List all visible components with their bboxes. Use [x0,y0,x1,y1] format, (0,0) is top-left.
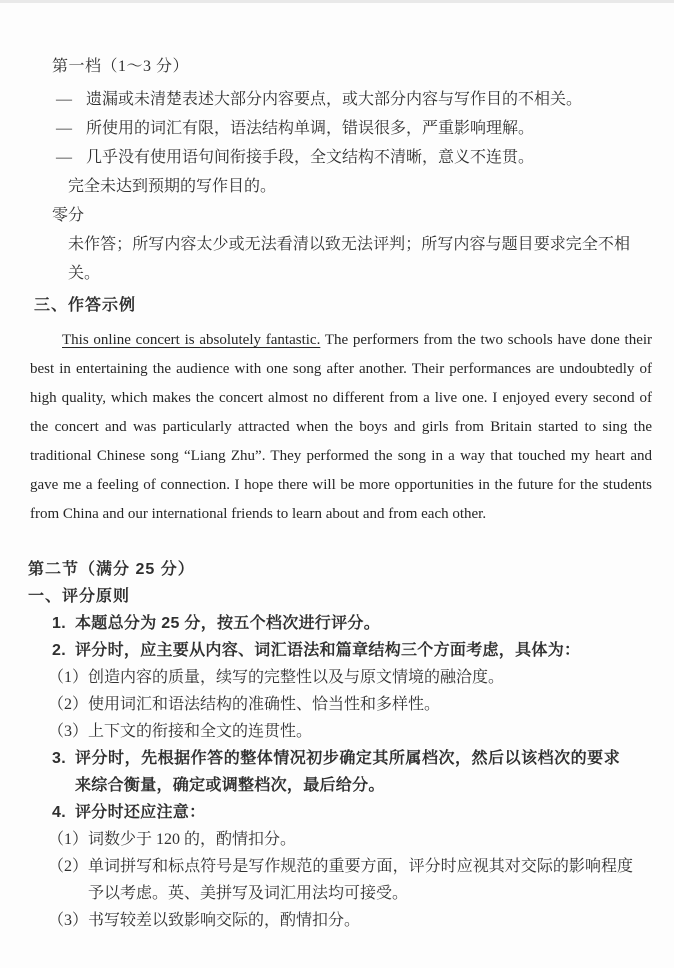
principle-line [0,853,648,907]
principle-text: 词数少于 120 的，酌情扣分。 [88,831,297,848]
rubric-criterion-line [0,85,674,114]
part2-heading: 第二节（满分 25 分） [28,561,195,578]
principle-text: 本题总分为 25 分，按五个档次进行评分。 [75,615,380,632]
principle-text: 评分时，先根据作答的整体情况初步确定其所属档次，然后以该档次的要求来综合衡量，确定或调整档次，最后给分。 [75,750,620,794]
item-number-marker: （3） [48,912,89,929]
item-number-marker: 1. [52,615,66,632]
principle-line [0,718,648,745]
sample-answer-heading: 三、作答示例 [34,297,137,314]
principle-text: 创造内容的质量，续写的完整性以及与原文情境的融洽度。 [88,669,505,686]
item-number-marker: （1） [48,669,89,686]
dash-bullet: — [56,91,72,108]
principle-line [0,637,648,664]
principle-text: 使用词汇和语法结构的准确性、恰当性和多样性。 [88,696,441,713]
part2-scoring-section [0,556,674,934]
principle-line [0,664,648,691]
principle-line [0,691,648,718]
item-number-marker: （1） [48,831,89,848]
item-number-marker: 2. [52,642,66,659]
criterion-text: 所使用的词汇有限，语法结构单调，错误很多，严重影响理解。 [86,120,535,137]
principle-text: 评分时还应注意： [75,804,206,821]
criterion-text: 遗漏或未清楚表述大部分内容要点，或大部分内容与写作目的不相关。 [86,91,583,108]
zero-score-description: 未作答；所写内容太少或无法看清以致无法评判；所写内容与题目要求完全不相关。 [68,236,630,282]
tier1-title: 第一档（1～3 分） [52,58,190,75]
dash-bullet: — [56,120,72,137]
sample-essay-paragraph [30,326,652,529]
sample-answer-section [0,294,674,554]
principle-line [0,610,648,637]
principle-line [0,907,648,934]
tier1-rubric-section [0,55,674,288]
rubric-criterion-line [0,143,674,172]
principle-text: 评分时，应主要从内容、词汇语法和篇章结构三个方面考虑，具体为： [75,642,581,659]
rubric-criterion-line [0,114,674,143]
item-number-marker: （2） [48,696,89,713]
item-number-marker: 3. [52,750,66,767]
essay-underlined-sentence: This online concert is absolutely fantastic. [62,332,321,348]
principle-text: 单词拼写和标点符号是写作规范的重要方面，评分时应视其对交际的影响程度予以考虑。英、美拼写及词汇用法均可接受。 [88,858,634,902]
principle-line [0,745,648,799]
scoring-principles-heading: 一、评分原则 [28,588,131,605]
principle-text: 书写较差以致影响交际的，酌情扣分。 [88,912,361,929]
item-number-marker: （2） [48,858,89,875]
tier1-criteria-list [0,85,674,201]
principle-text: 上下文的衔接和全文的连贯性。 [88,723,313,740]
principle-line [0,826,648,853]
item-number-marker: 4. [52,804,66,821]
principle-line [0,799,648,826]
criterion-text: 完全未达到预期的写作目的。 [68,178,277,195]
scoring-principles-list [0,610,674,934]
essay-body-text: The performers from the two schools have done their best in entertaining the audience with one song after another. Their performances are undoubtedly of high quality, which makes the concert almost no different from a live one. I enjoyed every second of the concert and was particularly attracted when the boys and girls from Britain started to sing the traditional Chinese song “Liang Zhu”. They performed the song in a way that touched my heart and gave me a feeling of connection. I hope there will be more opportunities in the future for the students from China and our international friends to learn about and from each other. [30,332,653,522]
zero-score-label: 零分 [52,207,85,224]
criterion-text: 几乎没有使用语句间衔接手段，全文结构不清晰，意义不连贯。 [86,149,535,166]
scan-edge-strip [0,0,674,3]
item-number-marker: （3） [48,723,89,740]
rubric-criterion-line [0,172,674,201]
dash-bullet: — [56,149,72,166]
